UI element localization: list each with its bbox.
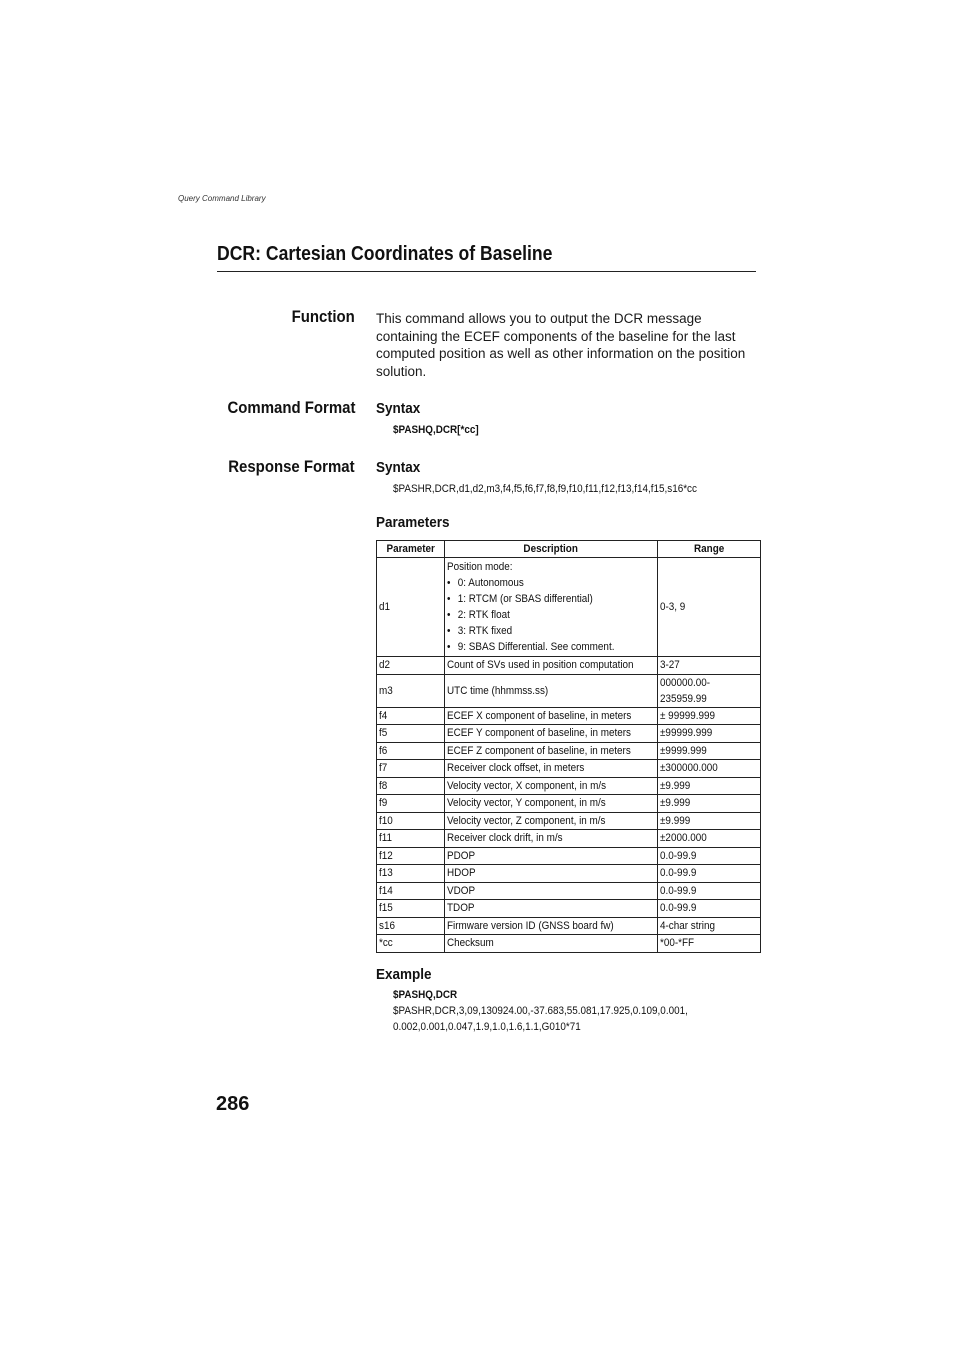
table-row [377,707,761,725]
table-row [377,830,761,848]
cell-range: ±9999.999 [657,742,760,760]
table-row [377,812,761,830]
cell-range: 0-3, 9 [657,558,760,657]
command-syntax-heading: Syntax [376,400,421,417]
cell-range: 000000.00- 235959.99 [657,674,760,707]
table-row [377,742,761,760]
cell-description: Checksum [445,935,657,953]
cell-param: m3 [377,674,445,707]
function-text: This command allows you to output the DCR message containing the ECEF components of the baseline for the last computed position as well as other information on the position solution. [376,311,746,379]
cell-range: 0.0-99.9 [657,847,760,865]
response-syntax: $PASHR,DCR,d1,d2,m3,f4,f5,f6,f7,f8,f9,f10,f11,f12,f13,f14,f15,s16*cc [393,483,697,495]
cell-range: *00-*FF [657,935,760,953]
cell-description: ECEF Z component of baseline, in meters [445,742,657,760]
cell-range: ± 99999.999 [657,707,760,725]
function-heading: Function [291,307,355,326]
table-row [377,657,761,675]
example-response-line-1: $PASHR,DCR,3,09,130924.00,-37.683,55.081,17.925,0.109,0.001, [393,1005,688,1017]
cell-param: s16 [377,917,445,935]
cell-description: ECEF Y component of baseline, in meters [445,725,657,743]
response-format-heading: Response Format [228,457,355,476]
cell-param: f9 [377,795,445,813]
cell-description: Count of SVs used in position computation [445,657,657,675]
cell-description: PDOP [445,847,657,865]
cell-range: 0.0-99.9 [657,865,760,883]
cell-range: ±99999.999 [657,725,760,743]
table-row [377,760,761,778]
cell-description: Firmware version ID (GNSS board fw) [445,917,657,935]
cell-param: f10 [377,812,445,830]
list-item: • 3: RTK fixed [447,623,634,639]
table-row [377,882,761,900]
cell-param: f12 [377,847,445,865]
command-format-heading: Command Format [226,398,355,417]
cell-description: UTC time (hhmmss.ss) [445,674,657,707]
page-title: DCR: Cartesian Coordinates of Baseline [217,243,553,265]
example-response-line-2: 0.002,0.001,0.047,1.9,1.0,1.6,1.1,G010*71 [393,1021,581,1033]
cell-range: ±2000.000 [657,830,760,848]
cell-range: ±300000.000 [657,760,760,778]
running-header: Query Command Library [178,194,266,203]
parameters-heading: Parameters [376,514,450,531]
cell-description: Velocity vector, Z component, in m/s [445,812,657,830]
cell-description: Velocity vector, Y component, in m/s [445,795,657,813]
cell-range: 3-27 [657,657,760,675]
cell-description: HDOP [445,865,657,883]
cell-param: f11 [377,830,445,848]
column-header-parameter: Parameter [377,541,445,558]
position-mode-list [447,575,634,655]
column-header-range: Range [657,541,760,558]
table-row [377,847,761,865]
table-row [377,900,761,918]
cell-range: ±9.999 [657,795,760,813]
cell-param: f4 [377,707,445,725]
page-number: 286 [216,1093,250,1115]
cell-description: Velocity vector, X component, in m/s [445,777,657,795]
table-row [377,674,761,707]
command-syntax: $PASHQ,DCR[*cc] [393,424,479,436]
table-header-row [377,541,761,558]
cell-range: ±9.999 [657,777,760,795]
cell-param: f13 [377,865,445,883]
table-row [377,777,761,795]
table-row [377,865,761,883]
cell-param: f15 [377,900,445,918]
cell-param: d1 [377,558,445,657]
cell-description: ECEF X component of baseline, in meters [445,707,657,725]
table-row [377,795,761,813]
cell-param: *cc [377,935,445,953]
cell-range: ±9.999 [657,812,760,830]
title-rule [217,271,756,272]
cell-description: VDOP [445,882,657,900]
list-item: • 0: Autonomous [447,575,634,591]
parameters-table [376,540,761,953]
cell-param: f14 [377,882,445,900]
table-row [377,935,761,953]
cell-description: TDOP [445,900,657,918]
cell-param: f6 [377,742,445,760]
table-row [377,917,761,935]
list-item: • 2: RTK float [447,607,634,623]
cell-range: 0.0-99.9 [657,900,760,918]
cell-param: f5 [377,725,445,743]
cell-param: f8 [377,777,445,795]
cell-description: Position mode: • 0: Autonomous • 1: RTCM (or SBAS differential) • 2: RTK float • 3: RTK fixed • 9: SBAS Differential. See comment. [445,558,657,657]
cell-range: 4-char string [657,917,760,935]
cell-param: d2 [377,657,445,675]
table-row [377,558,761,657]
cell-range: 0.0-99.9 [657,882,760,900]
list-item: • 1: RTCM (or SBAS differential) [447,591,634,607]
example-heading: Example [376,966,432,983]
cell-description: Receiver clock offset, in meters [445,760,657,778]
example-query: $PASHQ,DCR [393,989,458,1001]
cell-description: Receiver clock drift, in m/s [445,830,657,848]
response-syntax-heading: Syntax [376,459,421,476]
column-header-description: Description [445,541,657,558]
list-item: • 9: SBAS Differential. See comment. [447,639,634,655]
table-row [377,725,761,743]
cell-param: f7 [377,760,445,778]
